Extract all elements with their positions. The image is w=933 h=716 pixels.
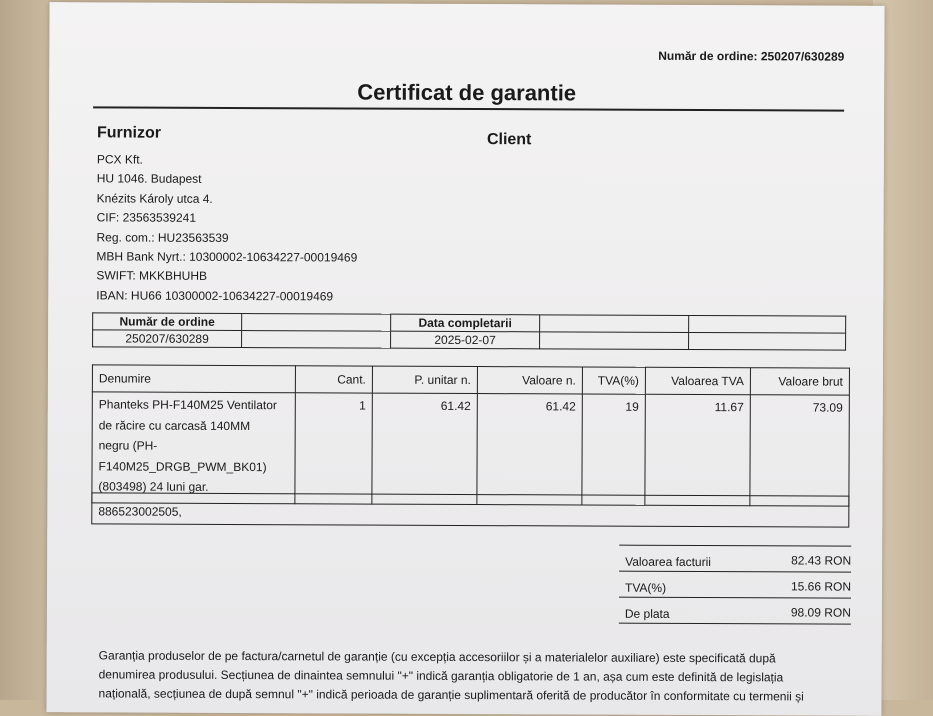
client-heading: Client: [486, 131, 532, 149]
supplier-city: HU 1046. Budapest: [96, 171, 202, 187]
items-header-row: [92, 365, 849, 395]
total-invoice-value: 82.43 RON: [791, 553, 852, 568]
empty-cell: [689, 332, 846, 350]
total-vat-value: 15.66 RON: [790, 579, 852, 594]
item-description-line: Phanteks PH-F140M25 Ventilator: [98, 397, 277, 413]
col-header-unit-price: P. unitar n.: [372, 366, 477, 393]
totals-block: [619, 545, 851, 625]
empty-cell: [689, 315, 846, 333]
supplier-street: Knézits Károly utca 4.: [96, 191, 213, 206]
empty-cell: [540, 332, 689, 350]
order-number-header: Număr de ordine: [93, 313, 242, 331]
col-header-name: Denumire: [92, 365, 295, 393]
item-description-line: F140M25_DRGB_PWM_BK01): [98, 458, 267, 474]
supplier-bank: MBH Bank Nyrt.: 10300002-10634227-00019469: [96, 249, 358, 265]
warranty-terms-line: denumirea produsului. Secțiunea de dinaintea semnului "+" indică garanția obligatorie de 1 an, așa cum este definită de legislația: [98, 667, 784, 685]
col-header-vat-value: Valoarea TVA: [645, 367, 750, 394]
supplier-name: PCX Kft.: [96, 152, 143, 167]
empty-cell: [540, 315, 689, 333]
items-table: [91, 364, 850, 506]
warranty-terms-line: națională, secțiunea de după semnul "+" indică perioada de garanție suplimentară oferită de producător în conformitate cu termenii și: [98, 686, 804, 704]
amount-due-row: [619, 598, 851, 625]
item-qty: 1: [295, 393, 372, 504]
item-net-value: 61.42: [477, 394, 582, 505]
order-number-top: Număr de ordine: 250207/630289: [658, 48, 845, 64]
col-header-vat-pct: TVA(%): [582, 367, 645, 394]
total-invoice-row: [619, 545, 851, 573]
warranty-terms-line: Garanția produselor de pe factura/carnetul de garanție (cu excepția accesoriilor și a materialelor auxiliare) este specificată după: [98, 648, 776, 666]
total-vat-row: [619, 572, 851, 599]
supplier-iban: IBAN: HU66 10300002-10634227-00019469: [96, 288, 334, 304]
empty-cell: [242, 331, 391, 349]
date-value: 2025-02-07: [391, 331, 540, 349]
warranty-terms-text: [98, 646, 843, 706]
item-vat-value: 11.67: [645, 394, 750, 505]
total-vat-label: TVA(%): [624, 580, 667, 595]
item-description-line: (803498) 24 luni gar.: [98, 479, 209, 494]
warranty-certificate-sheet: [46, 2, 884, 716]
item-description: [92, 392, 295, 503]
supplier-reg-com: Reg. com.: HU23563539: [96, 230, 229, 245]
supplier-swift: SWIFT: MKKBHUHB: [96, 268, 208, 284]
col-header-qty: Cant.: [295, 366, 372, 393]
date-header: Data completarii: [391, 314, 540, 332]
supplier-details: [96, 150, 358, 306]
item-description-line: de răcire cu carcasă 140MM: [98, 417, 251, 433]
col-header-gross-value: Valoare brut: [750, 368, 849, 395]
supplier-cif: CIF: 23563539241: [96, 210, 197, 226]
table-row: [92, 392, 849, 506]
ean-code-row: [91, 492, 849, 527]
item-vat-pct: 19: [582, 394, 645, 505]
supplier-heading: Furnizor: [96, 124, 162, 142]
amount-due-value: 98.09 RON: [790, 605, 851, 620]
document-title: Certificat de garantie: [357, 79, 577, 106]
col-header-net-value: Valoare n.: [477, 367, 582, 394]
item-unit-price: 61.42: [372, 393, 477, 504]
total-invoice-label: Valoarea facturii: [625, 554, 711, 570]
empty-cell: [242, 314, 391, 332]
item-gross-value: 73.09: [750, 395, 849, 506]
order-info-table: [92, 312, 846, 350]
amount-due-label: De plata: [624, 606, 670, 621]
item-description-line: negru (PH-: [98, 438, 158, 453]
ean-code: 886523002505,: [98, 504, 182, 519]
order-number-value: 250207/630289: [93, 330, 242, 348]
